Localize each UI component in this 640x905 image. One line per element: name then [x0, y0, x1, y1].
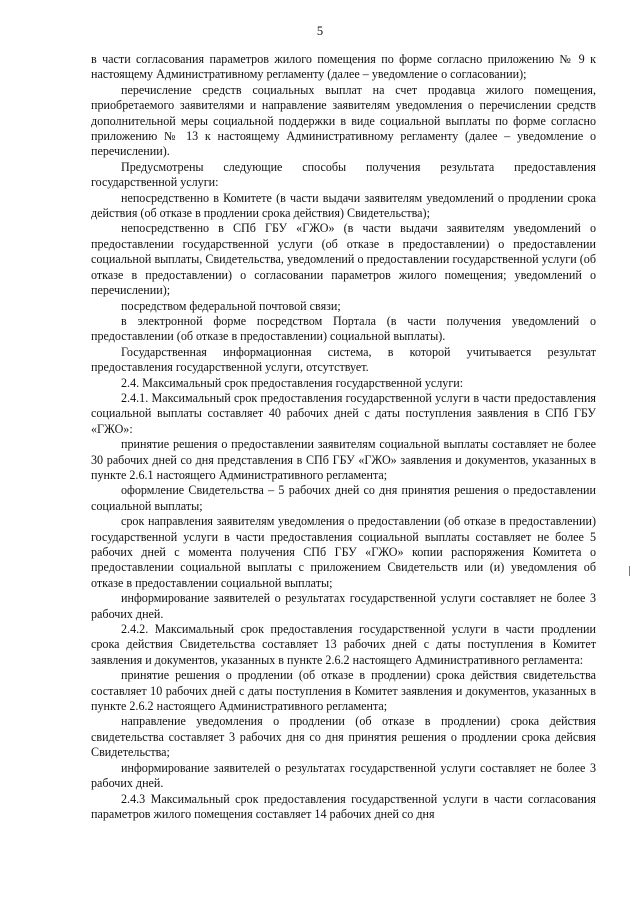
paragraph-2-4-3: 2.4.3 Максимальный срок предоставления государственной услуги в части согласования параметров жилого помещения составляет 14 рабочих дней со дня — [91, 791, 596, 821]
paragraph-notice-term: срок направления заявителям уведомления о предоставлении (об отказе в предоставлении) государственной услуги в части предоставления социальной выплаты составляет не более 5 рабочих дней с момента получения СПб ГБУ «ГЖО» копии распоряжения Комитета о предоставлении социальной выплаты с приложением Свидетельств или (и) уведомления об отказе в предоставлении социальной выплаты; — [91, 514, 596, 590]
paragraph-inform-term-2: информирование заявителей о результатах государственной услуги составляет не более 3 рабочих дней. — [91, 760, 596, 791]
paragraph-extension-decision: принятие решения о продлении (об отказе в продлении) срока действия свидетельства составляет 10 рабочих дней с даты поступления в Комитет заявления и документов, указанных в пункте 2.6.2 настоящего Административного регламента; — [91, 668, 596, 714]
paragraph-method-post: посредством федеральной почтовой связи; — [121, 298, 341, 313]
paragraph-inform-term-1: информирование заявителей о результатах государственной услуги составляет не более 3 рабочих дней. — [91, 591, 596, 621]
paragraph-decision-term: принятие решения о предоставлении заявителям социальной выплаты составляет не более 30 рабочих дней со дня представления в СПб ГБУ «ГЖО» заявления и документов, указанных в пункте 2.6.1 настоящего Административного регламента; — [91, 437, 596, 482]
paragraph-2-4-1: 2.4.1. Максимальный срок предоставления государственной услуги в части предоставления социальной выплаты составляет 40 рабочих дней с даты поступления заявления в СПб ГБУ «ГЖО»: — [91, 390, 596, 436]
paragraph-transfer-funds: перечисление средств социальных выплат на счет продавца жилого помещения, приобретаемого заявителями и направление заявителям уведомления о перечислении средств дополнительной меры социальной поддержки в виде социальной выплаты по форме согласно приложению № 13 к настоящему Административному регламенту (далее – уведомление о перечислении). — [91, 82, 596, 159]
paragraph-extension-notice: направление уведомления о продлении (об отказе в продлении) срока действия свидетельства составляет 3 рабочих дня со дня принятия решения о продлении срока дейсвия Свидетельства; — [91, 714, 596, 760]
paragraph-2-4-2: 2.4.2. Максимальный срок предоставления государственной услуги в части продлении срока действия Свидетельства составляет 13 рабочих дней с даты поступления в Комитет заявления и документов, указанных в пункте 2.6.2 настоящего Административного регламента: — [91, 622, 596, 667]
page-number: 5 — [316, 24, 324, 38]
section-heading-2-4: 2.4. Максимальный срок предоставления государственной услуги: — [121, 375, 464, 390]
paragraph-info-system: Государственная информационная система, в которой учитывается результат предоставления государственной услуги, отсутствует. — [91, 344, 596, 375]
paragraph-result-methods-intro: Предусмотрены следующие способы получения результата предоставления государственной услуги: — [91, 159, 596, 190]
paragraph-method-portal: в электронной форме посредством Портала (в части получения уведомлений о предоставлении (об отказе в предоставлении) социальной выплаты). — [91, 313, 596, 344]
paragraph-method-committee: непосредственно в Комитете (в части выдачи заявителям уведомлений о продлении срока действия (об отказе в продлении срока действия) Свидетельства); — [91, 190, 596, 221]
scan-edge-mark — [629, 566, 630, 576]
document-body — [91, 52, 596, 822]
paragraph-certificate-term: оформление Свидетельства – 5 рабочих дней со дня принятия решения о предоставлении социальной выплаты; — [91, 483, 596, 513]
paragraph-consent-notice: в части согласования параметров жилого помещения по форме согласно приложению № 9 к настоящему Административному регламенту (далее – уведомление о согласовании); — [91, 52, 596, 82]
paragraph-method-gzho: непосредственно в СПб ГБУ «ГЖО» (в части выдачи заявителям уведомлений о предоставлении государственной услуги (об отказе в предоставлении) о предоставлении социальной выплаты, Свидетельства, уведомлений о предоставлении государственной услуги (об отказе в предоставлении) о согласовании параметров жилого помещения; уведомлений о перечислении); — [91, 221, 596, 298]
